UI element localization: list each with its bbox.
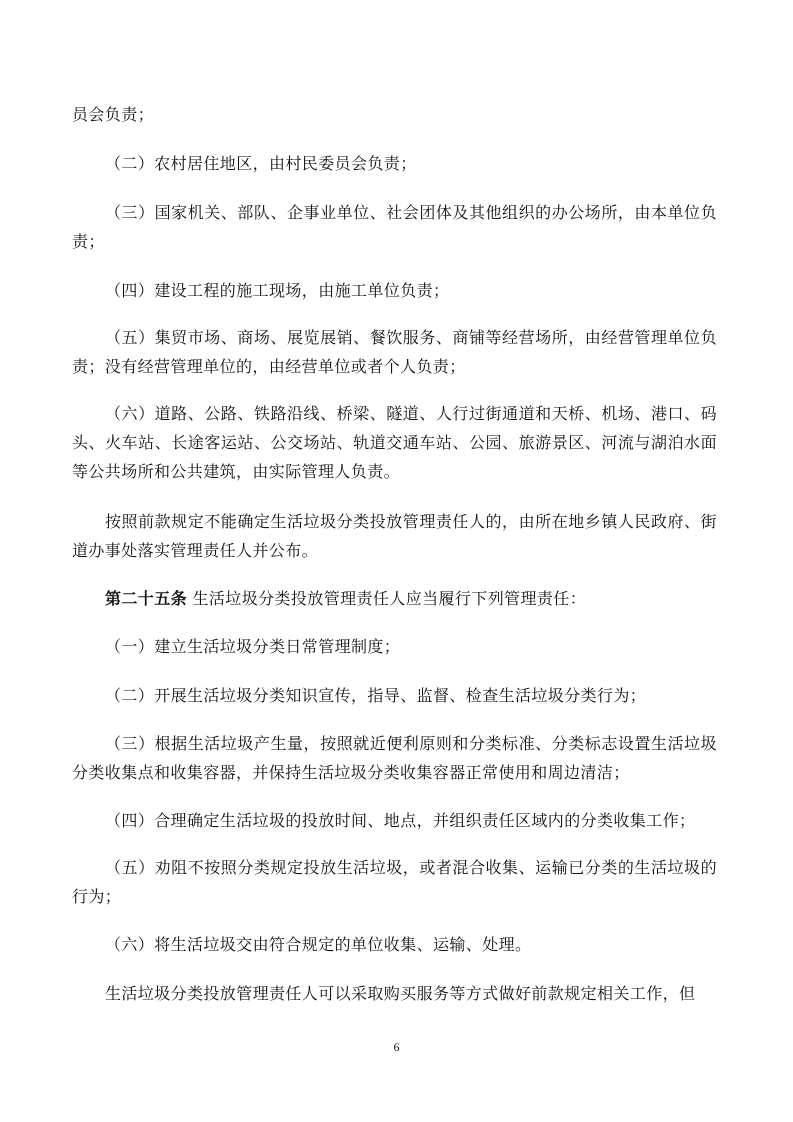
duty-item-6: （六）将生活垃圾交由符合规定的单位收集、运输、处理。	[105, 935, 532, 954]
article-25-heading	[72, 584, 717, 613]
article-text: 生活垃圾分类投放管理责任人应当履行下列管理责任：	[187, 589, 587, 608]
paragraph-purchase-services: 生活垃圾分类投放管理责任人可以采取购买服务等方式做好前款规定相关工作，但	[105, 984, 696, 1003]
page-number: 6	[393, 1040, 400, 1054]
paragraph-item-4: （四）建设工程的施工现场，由施工单位负责；	[105, 281, 450, 300]
article-number: 第二十五条	[105, 589, 188, 608]
duty-item-5: （五）劝阻不按照分类规定投放生活垃圾，或者混合收集、运输已分类的生活垃圾的行为；	[72, 858, 717, 906]
paragraph-item-2: （二）农村居住地区，由村民委员会负责；	[105, 154, 417, 173]
paragraph-item-6: （六）道路、公路、铁路沿线、桥梁、隧道、人行过街通道和天桥、机场、港口、码头、火车站、长途客运站、公交场站、轨道交通车站、公园、旅游景区、河流与湖泊水面等公共场所和公共建筑，由实际管理人负责。	[72, 404, 717, 481]
paragraph-item-3: （三）国家机关、部队、企事业单位、社会团体及其他组织的办公场所，由本单位负责；	[72, 203, 717, 251]
duty-item-4: （四）合理确定生活垃圾的投放时间、地点，并组织责任区域内的分类收集工作；	[105, 811, 696, 830]
paragraph-continuation: 员会负责；	[72, 105, 155, 124]
duty-item-3: （三）根据生活垃圾产生量，按照就近便利原则和分类标准、分类标志设置生活垃圾分类收集点和收集容器，并保持生活垃圾分类收集容器正常使用和周边清洁；	[72, 734, 717, 782]
paragraph-item-5: （五）集贸市场、商场、展览展销、餐饮服务、商铺等经营场所，由经营管理单位负责；没有经营管理单位的，由经营单位或者个人负责；	[72, 328, 717, 376]
duty-item-2: （二）开展生活垃圾分类知识宣传，指导、监督、检查生活垃圾分类行为；	[105, 686, 647, 705]
duty-item-1: （一）建立生活垃圾分类日常管理制度；	[105, 637, 401, 656]
paragraph-undetermined-responsible: 按照前款规定不能确定生活垃圾分类投放管理责任人的，由所在地乡镇人民政府、街道办事处落实管理责任人并公布。	[72, 512, 717, 560]
